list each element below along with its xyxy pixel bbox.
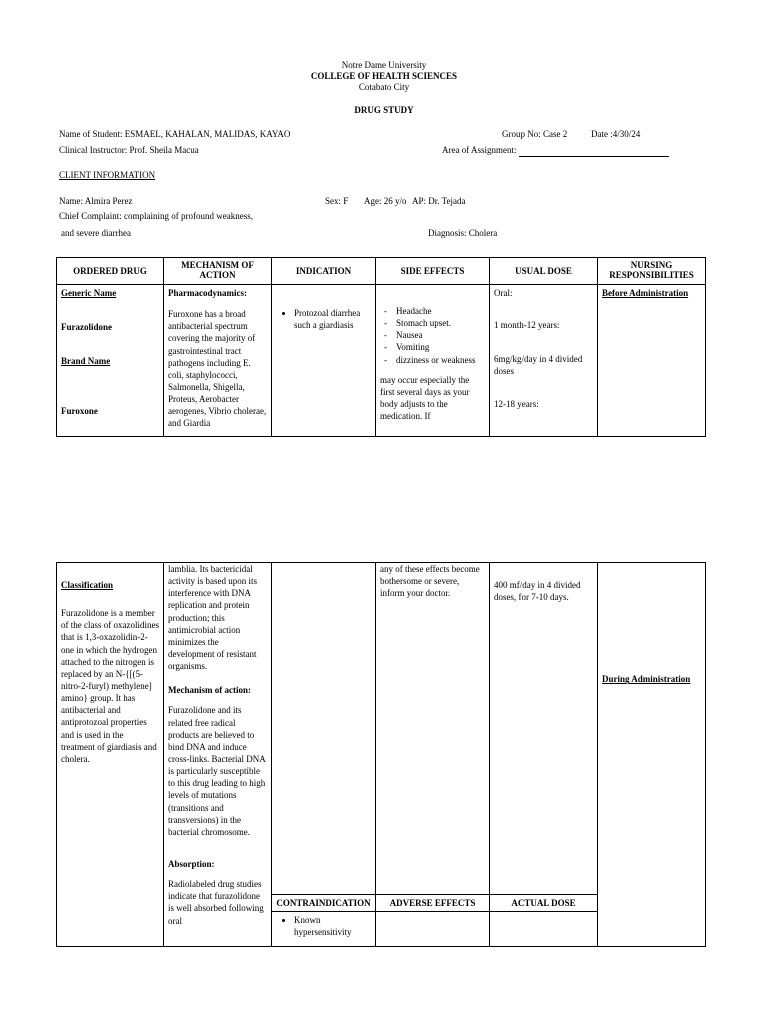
header-adverse-effects: ADVERSE EFFECTS [376, 895, 490, 912]
pharmacodynamics-text: Furoxone has a broad antibacterial spectrum covering the majority of gastrointestinal tract pathogens including E. coli, staphylococci, Salmonella, Shigella, Proteus, Aerobacter aerogenes, Vibrio cholerae, and Giardia [168, 309, 267, 429]
nursing-during-cell [598, 563, 706, 947]
college-name: COLLEGE OF HEALTH SCIENCES [310, 71, 458, 81]
clinical-instructor: Clinical Instructor: Prof. Sheila Macua [59, 145, 199, 155]
mechanism-cont-text: lamblia. Its bactericidal activity is based upon its interference with DNA replication and protein production; this antimicrobial action minimizes the development of resistant organisms. [168, 564, 257, 672]
client-age: Age: 26 y/o [364, 196, 407, 206]
header-contraindication: CONTRAINDICATION [272, 895, 376, 912]
contraindication-item: • Known hypersensitivity [294, 914, 371, 938]
classification-text: Furazolidone is a member of the class of oxazolidines that is 1,3-oxazolidin-2-one in which the hydrogen attached to the nitrogen is replaced by an N-{[(5-nitro-2-furyl) methylene] amino} group. It has antibacterial and antiprotozoal properties and is used in the treatment of giardiasis and cholera. [61, 608, 159, 764]
header-side-effects: SIDE EFFECTS [376, 258, 490, 285]
side-effects-cont-text: any of these effects become bothersome or severe, inform your doctor. [380, 564, 480, 599]
mechanism-text: Furazolidone and its related free radical products are believed to bind DNA and induce cross-links. Bacterial DNA is particularly susceptible to this drug leading to high levels of mutations (transitions and transversions) in the bacterial chromosome. [168, 705, 266, 837]
study-date: Date :4/30/24 [591, 129, 641, 139]
actual-dose-cell [490, 912, 598, 947]
side-effects-note: may occur especially the first several days as your body adjusts to the medication. If [380, 374, 470, 422]
pharmacodynamics-label: Pharmacodynamics: [168, 288, 247, 298]
mechanism-label: Mechanism of action: [168, 685, 251, 696]
side-effect-item: - Nausea [380, 329, 485, 341]
during-administration-label: During Administration [602, 674, 691, 685]
indication-cell [272, 285, 376, 437]
dose-age-range-2: 12-18 years: [494, 398, 539, 409]
contraindication-cell [272, 912, 376, 947]
side-effect-item: - Vomiting [380, 341, 485, 353]
brand-name-value: Furoxone [61, 406, 98, 417]
side-effect-item: - dizziness or weakness [380, 354, 485, 366]
header-actual-dose: ACTUAL DOSE [490, 895, 598, 912]
usual-dose-cell [490, 285, 598, 437]
before-administration-label: Before Administration [602, 288, 689, 298]
side-effect-item: - Headache [380, 305, 485, 317]
classification-label: Classification [61, 580, 114, 590]
client-info-heading: CLIENT INFORMATION [59, 170, 156, 180]
dose-route: Oral: [494, 288, 513, 298]
client-name: Name: Almira Perez [59, 196, 133, 206]
chief-complaint-cont: and severe diarrhea [61, 228, 131, 238]
generic-name-label: Generic Name [61, 288, 117, 298]
header-ordered-drug: ORDERED DRUG [57, 258, 164, 285]
classification-cell [57, 563, 164, 947]
university-name: Notre Dame University [341, 60, 427, 70]
header-indication: INDICATION [272, 258, 376, 285]
indication-cont-cell [272, 563, 376, 895]
generic-name-value: Furazolidone [61, 322, 112, 333]
header-usual-dose: USUAL DOSE [490, 258, 598, 285]
brand-name-label: Brand Name [61, 356, 111, 367]
drug-study-table-1 [56, 257, 706, 437]
ordered-drug-cell [57, 285, 164, 437]
header-mechanism: MECHANISM OF ACTION [164, 258, 272, 285]
diagnosis: Diagnosis: Cholera [428, 228, 498, 238]
group-number: Group No: Case 2 [502, 129, 568, 139]
dose-cont-cell [490, 563, 598, 895]
absorption-text: Radiolabeled drug studies indicate that furazolidone is well absorbed following oral [168, 879, 264, 926]
side-effects-cont-cell [376, 563, 490, 895]
side-effects-cell [376, 285, 490, 437]
adverse-effects-cell [376, 912, 490, 947]
client-sex: Sex: F [325, 196, 349, 206]
absorption-label: Absorption: [168, 858, 215, 869]
indication-item: • Protozoal diarrhea such a giardiasis [294, 307, 371, 331]
area-label: Area of Assignment: [442, 145, 517, 155]
area-blank-line [519, 147, 669, 157]
dose-age-range-1: 1 month-12 years: [494, 320, 560, 331]
attending-physician: AP: Dr. Tejada [412, 196, 466, 206]
student-names: Name of Student: ESMAEL, KAHALAN, MALIDAS, KAYAO [59, 129, 291, 139]
mechanism-cont-cell [164, 563, 272, 947]
city-name: Cotabato City [358, 82, 410, 92]
drug-study-table-2 [56, 562, 706, 947]
document-title: DRUG STUDY [354, 105, 414, 115]
dose-amount-1: 6mg/kg/day in 4 divided doses [494, 354, 583, 377]
side-effect-item: - Stomach upset. [380, 317, 485, 329]
header-nursing: NURSING RESPONSIBILITIES [598, 258, 706, 285]
mechanism-cell [164, 285, 272, 437]
area-of-assignment [442, 145, 669, 157]
nursing-cell [598, 285, 706, 437]
dose-cont-text: 400 mf/day in 4 divided doses, for 7-10 days. [494, 580, 581, 603]
chief-complaint: Chief Complaint: complaining of profound weakness, [59, 211, 253, 221]
